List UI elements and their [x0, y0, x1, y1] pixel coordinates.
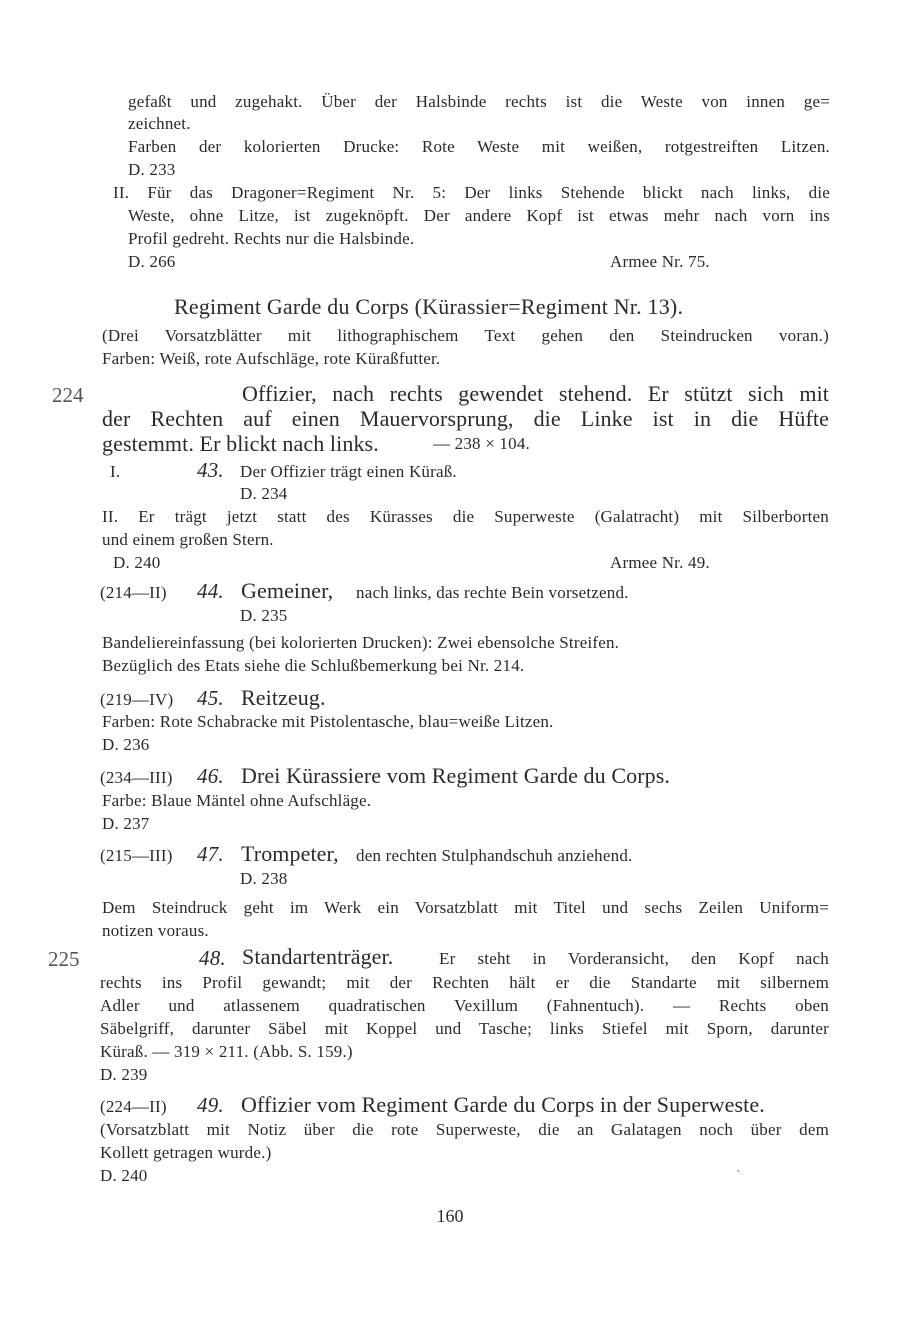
text-line: Dem Steindruck geht im Werk ein Vorsatzblatt mit Titel und sechs Zeilen Uniform=	[102, 898, 829, 917]
text-line: notizen voraus.	[102, 921, 209, 940]
text-line: Farbe: Blaue Mäntel ohne Aufschläge.	[102, 791, 372, 810]
text-line: D. 239	[100, 1065, 148, 1084]
entry-number: 225	[48, 947, 80, 971]
page-number: 160	[436, 1206, 464, 1226]
text-line: D. 237	[102, 814, 150, 833]
entry-title: Offizier vom Regiment Garde du Corps in der Superweste.	[241, 1092, 765, 1117]
text-line: Bandeliereinfassung (bei kolorierten Drucken): Zwei ebensolche Streifen.	[102, 633, 620, 652]
cross-reference: (214—II)	[100, 583, 167, 602]
stray-mark: ˏ	[736, 1158, 741, 1173]
cross-reference: (234—III)	[100, 768, 173, 787]
text-line: (Vorsatzblatt mit Notiz über die rote Superweste, die an Galatagen noch über dem	[100, 1120, 829, 1139]
text-line: Weste, ohne Litze, ist zugeknöpft. Der andere Kopf ist etwas mehr nach vorn ins	[128, 206, 830, 225]
entry-title: Trompeter,	[241, 841, 339, 866]
text-line: Küraß. — 319 × 211. (Abb. S. 159.)	[100, 1042, 353, 1061]
entry-title: Standartenträger.	[242, 944, 394, 969]
cross-reference: (219—IV)	[100, 690, 174, 709]
entry-title-line: gestemmt. Er blickt nach links.	[102, 431, 379, 456]
entry-title: Reitzeug.	[241, 685, 326, 710]
entry-title: Gemeiner,	[241, 578, 334, 603]
plate-number: 49.	[197, 1093, 224, 1117]
text-line: Der Offizier trägt einen Küraß.	[240, 462, 457, 481]
plate-number: 46.	[197, 764, 224, 788]
plate-number: 44.	[197, 579, 224, 603]
plate-number: 48.	[199, 946, 226, 970]
text-line: Armee Nr. 75.	[610, 252, 710, 271]
variant-label: I.	[110, 462, 121, 481]
text-line: zeichnet.	[128, 114, 191, 133]
text-line: D. 236	[102, 735, 150, 754]
text-line: Er steht in Vorderansicht, den Kopf nach	[439, 949, 829, 968]
text-line: Bezüglich des Etats siehe die Schlußbemerkung bei Nr. 214.	[102, 656, 525, 675]
plate-number: 45.	[197, 686, 224, 710]
dimensions: — 238 × 104.	[433, 434, 530, 453]
text-line: den rechten Stulphandschuh anziehend.	[356, 846, 633, 865]
text-line: D. 240	[113, 553, 161, 572]
cross-reference: (215—III)	[100, 846, 173, 865]
entry-title-line: Offizier, nach rechts gewendet stehend. Er stützt sich mit	[242, 381, 829, 406]
text-line: D. 238	[240, 869, 288, 888]
text-line: und einem großen Stern.	[102, 530, 274, 549]
text-line: D. 234	[240, 484, 288, 503]
text-line: gefaßt und zugehakt. Über der Halsbinde rechts ist die Weste von innen ge=	[128, 92, 830, 111]
text-line: Farben: Rote Schabracke mit Pistolentasche, blau=weiße Litzen.	[102, 712, 554, 731]
text-line: Farben der kolorierten Drucke: Rote Weste mit weißen, rotgestreiften Litzen.	[128, 137, 830, 156]
entry-title: Drei Kürassiere vom Regiment Garde du Corps.	[241, 763, 671, 788]
text-line: rechts ins Profil gewandt; mit der Rechten hält er die Standarte mit silbernem	[100, 973, 829, 992]
text-line: nach links, das rechte Bein vorsetzend.	[356, 583, 629, 602]
text-line: Profil gedreht. Rechts nur die Halsbinde.	[128, 229, 415, 248]
text-line: D. 240	[100, 1166, 148, 1185]
text-line: II. Er trägt jetzt statt des Kürasses die Superweste (Galatracht) mit Silberborten	[102, 507, 829, 526]
text-line: Adler und atlassenem quadratischen Vexillum (Fahnentuch). — Rechts oben	[100, 996, 829, 1015]
text-line: Farben: Weiß, rote Aufschläge, rote Küraßfutter.	[102, 349, 441, 368]
cross-reference: (224—II)	[100, 1097, 167, 1116]
text-line: D. 235	[240, 606, 288, 625]
text-line: II. Für das Dragoner=Regiment Nr. 5: Der links Stehende blickt nach links, die	[113, 183, 830, 202]
text-line: (Drei Vorsatzblätter mit lithographischem Text gehen den Steindrucken voran.)	[102, 326, 829, 345]
section-heading: Regiment Garde du Corps (Kürassier=Regiment Nr. 13).	[174, 294, 684, 319]
text-line: D. 233	[128, 160, 176, 179]
entry-number: 224	[52, 383, 84, 407]
text-line: D. 266	[128, 252, 176, 271]
text-line: Säbelgriff, darunter Säbel mit Koppel und Tasche; links Stiefel mit Sporn, darunter	[100, 1019, 829, 1038]
plate-number: 43.	[197, 458, 224, 482]
text-line: Kollett getragen wurde.)	[100, 1143, 272, 1162]
entry-title-line: der Rechten auf einen Mauervorsprung, die Linke ist in die Hüfte	[102, 406, 829, 431]
text-line: Armee Nr. 49.	[610, 553, 710, 572]
plate-number: 47.	[197, 842, 224, 866]
